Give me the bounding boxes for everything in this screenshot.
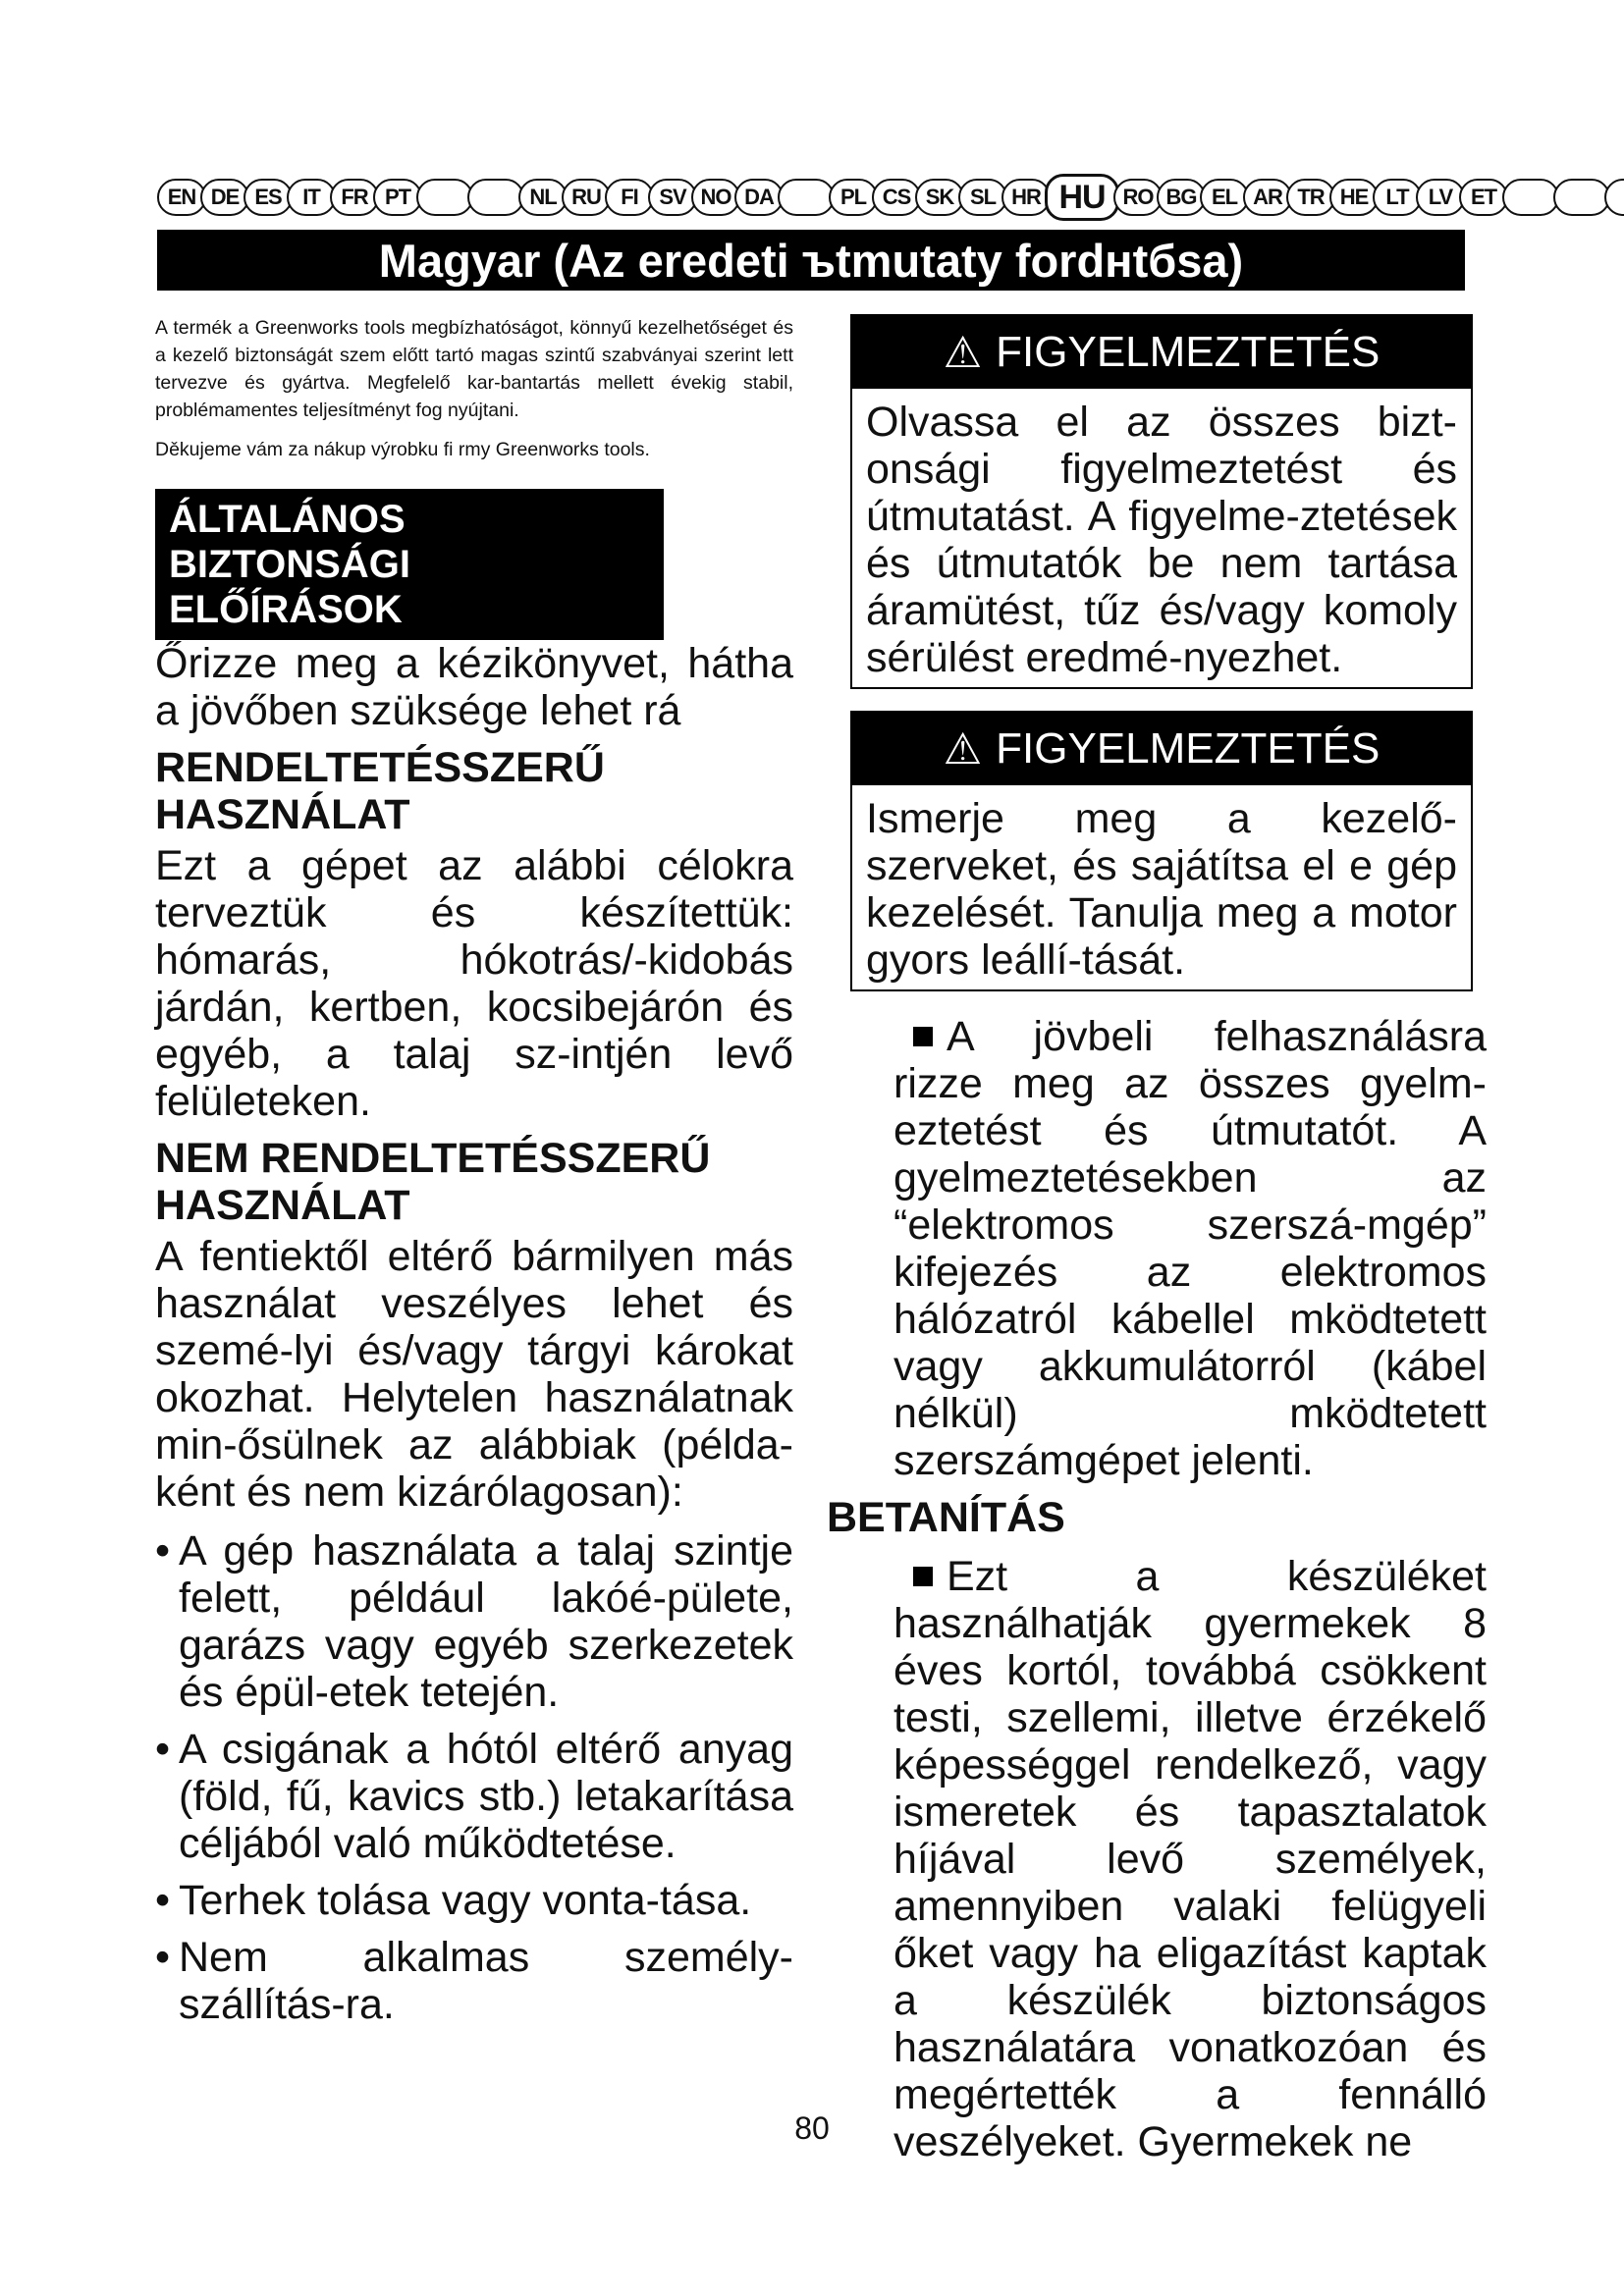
lang-tab-bg: BG xyxy=(1157,179,1206,216)
bullet-icon: • xyxy=(155,1726,171,1773)
general-safety-heading xyxy=(155,489,664,640)
page-title: Magyar (Az eredeti ъtmutaty fordнtбsa) xyxy=(157,230,1465,291)
unintended-use-heading-line2: HASZNÁLAT xyxy=(155,1182,410,1229)
list-item: A jövbeli felhasználásra rizze meg az összes gyelm-eztetést és útmutatót. A gyelmeztetésekben az “elektromos szerszá-mgép” kifejezés az elektromos hálózatról kábellel mködtetett vagy akkumulátorról (kábel nélkül) mködtetett szerszámgépet jelenti. xyxy=(893,1013,1487,1484)
left-column xyxy=(155,314,793,2038)
general-safety-heading-line2: ELŐÍRÁSOK xyxy=(169,588,403,631)
list-item: • A csigának a hótól eltérő anyag (föld, fű, kavics stb.) letakarítása céljából való működtetése. xyxy=(155,1726,793,1867)
lang-tab-lv: LV xyxy=(1416,179,1465,216)
lang-tab-sv: SV xyxy=(648,179,697,216)
language-tab-strip xyxy=(157,173,1497,222)
square-bullet-icon xyxy=(913,1027,933,1046)
lang-tab-blank xyxy=(1502,179,1559,216)
lang-tab-de: DE xyxy=(200,179,249,216)
lang-tab-blank xyxy=(1604,179,1624,216)
lang-tab-ar: AR xyxy=(1243,179,1292,216)
intended-use-heading-line1: RENDELTETÉSSZERŰ xyxy=(155,744,605,791)
warning-header xyxy=(852,316,1471,389)
training-heading: BETANÍTÁS xyxy=(827,1494,1065,1541)
square-bullet-icon xyxy=(913,1567,933,1586)
lang-tab-en: EN xyxy=(157,179,206,216)
training-list xyxy=(850,1553,1487,2165)
lang-tab-ru: RU xyxy=(562,179,611,216)
right-column xyxy=(827,314,1487,2175)
lang-tab-nl: NL xyxy=(518,179,568,216)
lang-tab-es: ES xyxy=(244,179,293,216)
warning-header xyxy=(852,713,1471,785)
warning-text: Ismerje meg a kezelő-szerveket, és sajátítsa el e gép kezelését. Tanulja meg a motor gyors leállí-tását. xyxy=(866,795,1457,984)
lang-tab-blank xyxy=(467,179,524,216)
lang-tab-sl: SL xyxy=(958,179,1007,216)
list-item: • Terhek tolása vagy vonta-tása. xyxy=(155,1877,752,1924)
warning-title: FIGYELMEZTETÉS xyxy=(996,328,1380,376)
unintended-use-list xyxy=(155,1527,793,2028)
lang-tab-no: NO xyxy=(691,179,740,216)
lang-tab-fr: FR xyxy=(330,179,379,216)
lang-tab-pl: PL xyxy=(829,179,878,216)
intended-use-heading xyxy=(155,744,793,838)
list-item: Ezt a készüléket használhatják gyermekek 8 éves kortól, továbbá csökkent testi, szellemi, illetve érzékelő képességgel rendelkező, vagy ismeretek és tapasztalatok híjával levő személyek, amennyiben valaki felügyeli őket vagy ha eligazítást kaptak a készülék biztonságos használatára vonatkozóan és megértették a fennálló veszélyeket. Gyermekek ne xyxy=(893,1553,1487,2165)
keep-manual-text: Őrizze meg a kézikönyvet, hátha a jövőben szüksége lehet rá xyxy=(155,640,793,734)
page-number: 80 xyxy=(794,2110,830,2146)
warning-triangle-icon: ⚠ xyxy=(943,328,983,377)
general-safety-heading-line1: ÁLTALÁNOS BIZTONSÁGI xyxy=(169,498,410,586)
lang-tab-he: HE xyxy=(1329,179,1379,216)
intro-paragraph: A termék a Greenworks tools megbízhatóságot, könnyű kezelhetőséget és a kezelő biztonságát szem előtt tartó magas szintű szabványai szerint lett tervezve és gyártva. Megfelelő kar-bantartás mellett évekig stabil, problémamentes teljesítményt fog nyújtani. xyxy=(155,317,793,421)
lang-tab-sk: SK xyxy=(915,179,964,216)
safety-notes-list xyxy=(850,1013,1487,1484)
lang-tab-tr: TR xyxy=(1286,179,1335,216)
lang-tab-pt: PT xyxy=(373,179,422,216)
unintended-use-heading xyxy=(155,1135,793,1229)
unintended-use-text: A fentiektől eltérő bármilyen más használat veszélyes lehet és szemé-lyi és/vagy tárgyi károkat okozhat. Helytelen használatnak min-ősülnek az alábbiak (példa-ként és nem kizárólagosan): xyxy=(155,1233,793,1516)
lang-tab-hr: HR xyxy=(1001,179,1051,216)
lang-tab-blank xyxy=(416,179,473,216)
lang-tab-blank xyxy=(778,179,835,216)
warning-title: FIGYELMEZTETÉS xyxy=(996,724,1380,773)
lang-tab-cs: CS xyxy=(872,179,921,216)
warning-box-1 xyxy=(850,314,1473,689)
intended-use-heading-line2: HASZNÁLAT xyxy=(155,791,410,838)
lang-tab-hu: HU xyxy=(1045,174,1119,221)
bullet-icon: • xyxy=(155,1527,171,1575)
lang-tab-it: IT xyxy=(287,179,336,216)
thank-you-paragraph: Děkujeme vám za nákup výrobku fi rmy Greenworks tools. xyxy=(155,439,650,460)
lang-tab-el: EL xyxy=(1200,179,1249,216)
bullet-icon: • xyxy=(155,1934,171,1981)
intended-use-text: Ezt a gépet az alábbi célokra terveztük és készítettük: hómarás, hókotrás/-kidobás járdán, kertben, kocsibejárón és egyéb, a talaj sz-intjén levő felületeken. xyxy=(155,842,793,1125)
warning-triangle-icon: ⚠ xyxy=(943,724,983,774)
lang-tab-fi: FI xyxy=(605,179,654,216)
lang-tab-blank xyxy=(1553,179,1610,216)
warning-box-2 xyxy=(850,711,1473,991)
lang-tab-da: DA xyxy=(734,179,784,216)
list-item: • Nem alkalmas személy-szállítás-ra. xyxy=(155,1934,793,2028)
list-item: • A gép használata a talaj szintje felett, például lakóé-pülete, garázs vagy egyéb szerkezetek és épül-etek tetején. xyxy=(155,1527,793,1716)
lang-tab-et: ET xyxy=(1459,179,1508,216)
lang-tab-lt: LT xyxy=(1373,179,1422,216)
lang-tab-ro: RO xyxy=(1113,179,1163,216)
unintended-use-heading-line1: NEM RENDELTETÉSSZERŰ xyxy=(155,1135,711,1182)
warning-text: Olvassa el az összes bizt-onsági figyelmeztetést és útmutatást. A figyelme-ztetések és útmutatók be nem tartása áramütést, tűz és/vagy komoly sérülést eredmé-nyezhet. xyxy=(866,399,1457,681)
bullet-icon: • xyxy=(155,1877,171,1924)
